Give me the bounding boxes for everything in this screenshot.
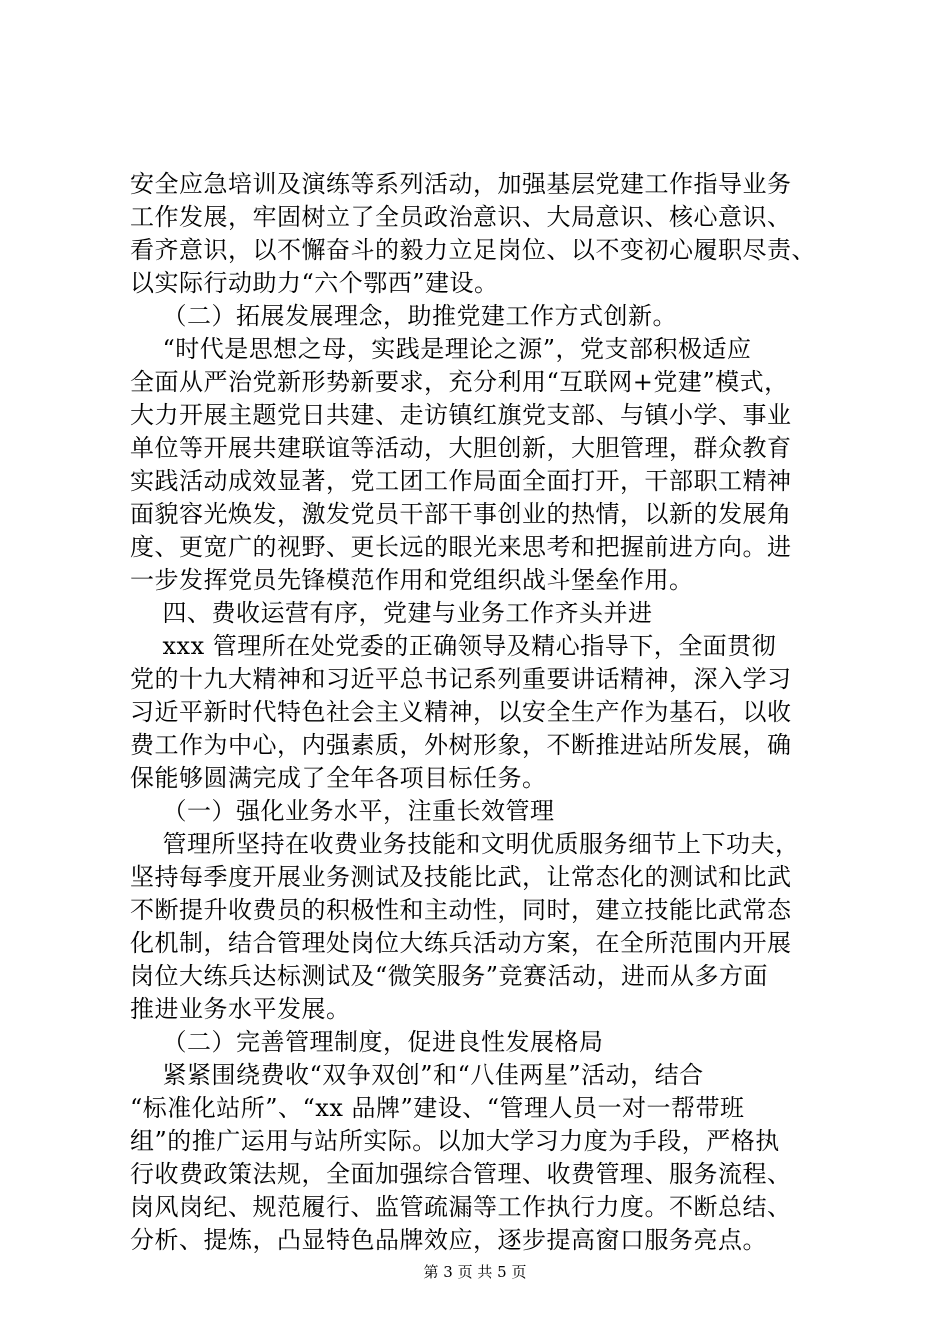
- text-line: （一）强化业务水平，注重长效管理: [130, 797, 555, 825]
- text-line: 岗位大练兵达标测试及“微笑服务”竞赛活动，进而从多方面: [130, 962, 769, 990]
- document-body: [130, 168, 830, 1257]
- text-line: 以实际行动助力“六个鄂西”建设。: [130, 269, 499, 297]
- text-line: 面貌容光焕发，激发党员干部干事创业的热情，以新的发展角: [130, 500, 792, 528]
- text-line: 安全应急培训及演练等系列活动，加强基层党建工作指导业务: [130, 170, 792, 198]
- text-line: 看齐意识，以不懈奋斗的毅力立足岗位、以不变初心履职尽责、: [130, 236, 816, 264]
- text-line: 保能够圆满完成了全年各项目标任务。: [130, 764, 547, 792]
- text-line: “标准化站所”、“xx 品牌”建设、“管理人员一对一帮带班: [130, 1094, 745, 1122]
- text-line: 紧紧围绕费收“双争双创”和“八佳两星”活动，结合: [130, 1061, 704, 1089]
- text-line: 实践活动成效显著，党工团工作局面全面打开，干部职工精神: [130, 467, 792, 495]
- text-line: 大力开展主题党日共建、走访镇红旗党支部、与镇小学、事业: [130, 401, 792, 429]
- text-line: 化机制，结合管理处岗位大练兵活动方案，在全所范围内开展: [130, 929, 792, 957]
- text-line: “时代是思想之母，实践是理论之源”，党支部积极适应: [130, 335, 752, 363]
- text-line: 坚持每季度开展业务测试及技能比武，让常态化的测试和比武: [130, 863, 792, 891]
- page-footer: 第 3 页 共 5 页: [423, 1263, 527, 1281]
- text-line: 四、费收运营有序，党建与业务工作齐头并进: [130, 599, 653, 627]
- text-line: （二）完善管理制度，促进良性发展格局: [130, 1028, 604, 1056]
- text-line: 岗风岗纪、规范履行、监管疏漏等工作执行力度。不断总结、: [130, 1193, 792, 1221]
- text-line: 分析、提炼，凸显特色品牌效应，逐步提高窗口服务亮点。: [130, 1226, 767, 1254]
- text-line: xxx 管理所在处党委的正确领导及精心指导下，全面贯彻: [130, 632, 777, 660]
- text-line: 工作发展，牢固树立了全员政治意识、大局意识、核心意识、: [130, 203, 792, 231]
- text-line: 单位等开展共建联谊等活动，大胆创新，大胆管理，群众教育: [130, 434, 792, 462]
- text-line: 全面从严治党新形势新要求，充分利用“互联网+党建”模式，: [130, 368, 789, 396]
- text-line: 行收费政策法规，全面加强综合管理、收费管理、服务流程、: [130, 1160, 792, 1188]
- text-line: 党的十九大精神和习近平总书记系列重要讲话精神，深入学习: [130, 665, 792, 693]
- text-line: 度、更宽广的视野、更长远的眼光来思考和把握前进方向。进: [130, 533, 792, 561]
- text-line: 推进业务水平发展。: [130, 995, 351, 1023]
- text-line: 一步发挥党员先锋模范作用和党组织战斗堡垒作用。: [130, 566, 694, 594]
- text-line: 不断提升收费员的积极性和主动性，同时，建立技能比武常态: [130, 896, 792, 924]
- text-line: 管理所坚持在收费业务技能和文明优质服务细节上下功夫，: [130, 830, 800, 858]
- text-line: （二）拓展发展理念，助推党建工作方式创新。: [130, 302, 678, 330]
- text-line: 组”的推广运用与站所实际。以加大学习力度为手段，严格执: [130, 1127, 780, 1155]
- text-line: 习近平新时代特色社会主义精神，以安全生产作为基石，以收: [130, 698, 792, 726]
- text-line: 费工作为中心，内强素质，外树形象，不断推进站所发展，确: [130, 731, 792, 759]
